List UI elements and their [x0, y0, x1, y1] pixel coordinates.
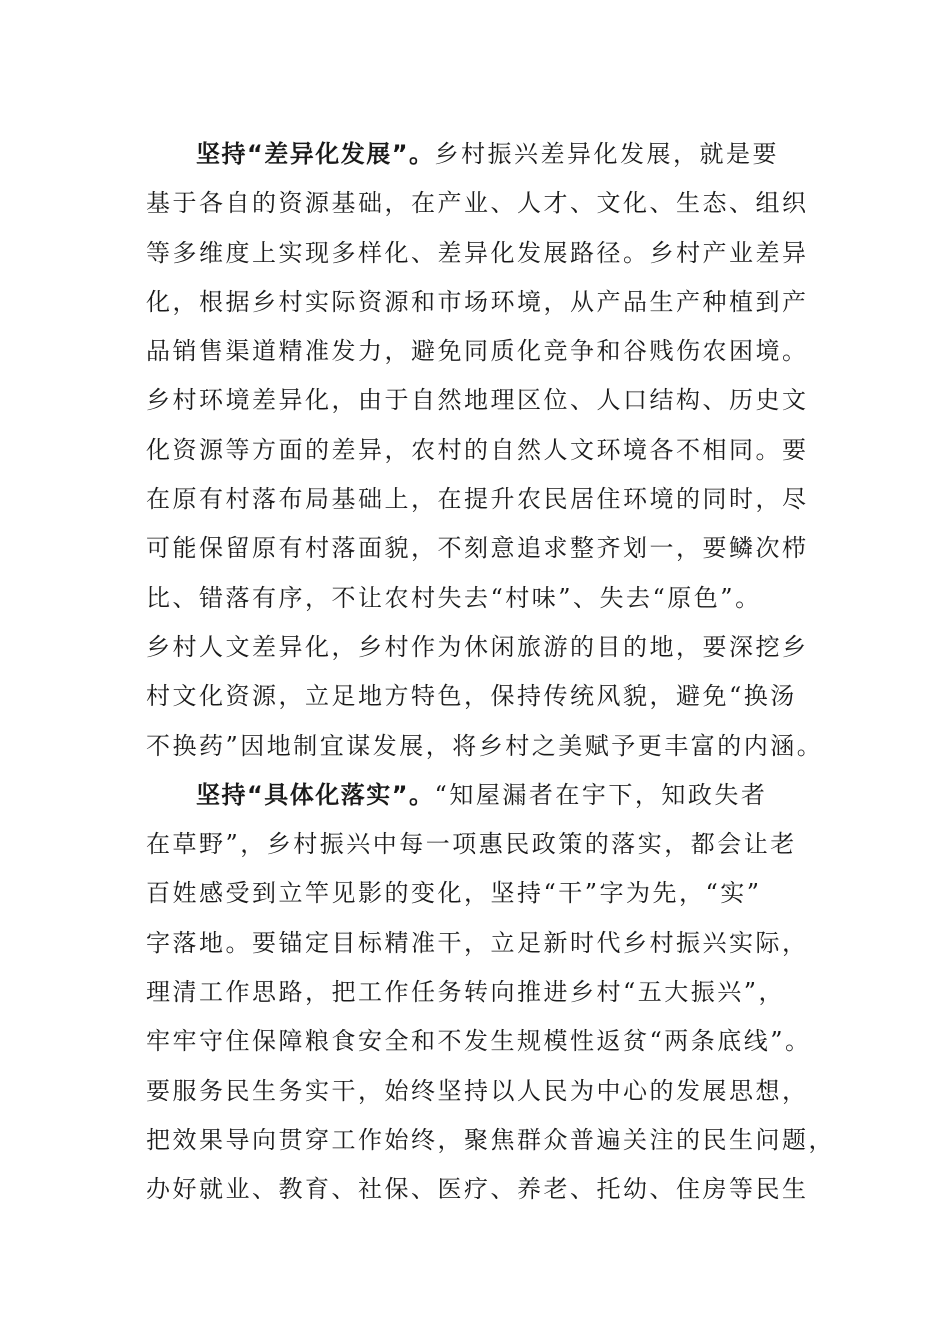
- paragraph-line: 基于各自的资源基础，在产业、人才、文化、生态、组织: [146, 189, 809, 218]
- paragraph-line: 要服务民生务实干，始终坚持以人民为中心的发展思想，: [146, 1076, 809, 1105]
- paragraph-line: 村文化资源，立足地方特色，保持传统风貌，避免“换汤: [146, 682, 797, 711]
- paragraph-lead-heading: 坚持“具体化落实”。: [196, 780, 435, 809]
- paragraph-line: 不换药”因地制宜谋发展，将乡村之美赋予更丰富的内涵。: [146, 731, 824, 760]
- paragraph-text: 乡村振兴差异化发展，就是要: [434, 140, 780, 168]
- paragraph-differentiated-development: [146, 130, 824, 771]
- paragraph-lead-heading: 坚持“差异化发展”。: [196, 140, 435, 168]
- paragraph-line: 字落地。要锚定目标精准干，立足新时代乡村振兴实际，: [146, 928, 809, 957]
- paragraph-line: 乡村人文差异化，乡村作为休闲旅游的目的地，要深挖乡: [146, 632, 809, 661]
- paragraph-line: 牢牢守住保障粮食安全和不发生规模性返贫“两条底线”。: [146, 1027, 812, 1056]
- paragraph-line: 化，根据乡村实际资源和市场环境，从产品生产种植到产: [146, 287, 809, 316]
- paragraph-line: 办好就业、教育、社保、医疗、养老、托幼、住房等民生: [146, 1175, 809, 1204]
- paragraph-line: 比、错落有序，不让农村失去“村味”、失去“原色”。: [146, 583, 762, 612]
- paragraph-first-line: [146, 771, 802, 820]
- paragraph-first-line: [146, 130, 802, 179]
- paragraph-line: 化资源等方面的差异，农村的自然人文环境各不相同。要: [146, 435, 809, 464]
- document-body: [146, 130, 835, 1215]
- paragraph-line: 在草野”，乡村振兴中每一项惠民政策的落实，都会让老: [146, 830, 797, 859]
- paragraph-line: 百姓感受到立竿见影的变化，坚持“干”字为先，“实”: [146, 879, 762, 908]
- paragraph-line: 理清工作思路，把工作任务转向推进乡村“五大振兴”，: [146, 978, 786, 1007]
- paragraph-line: 等多维度上实现多样化、差异化发展路径。乡村产业差异: [146, 238, 809, 267]
- paragraph-line: 把效果导向贯穿工作始终，聚焦群众普遍关注的民生问题，: [146, 1125, 835, 1154]
- paragraph-line: 品销售渠道精准发力，避免同质化竞争和谷贱伤农困境。: [146, 337, 809, 366]
- paragraph-line: 乡村环境差异化，由于自然地理区位、人口结构、历史文: [146, 386, 809, 415]
- paragraph-line: 可能保留原有村落面貌，不刻意追求整齐划一，要鳞次栉: [146, 534, 809, 563]
- paragraph-concrete-implementation: [146, 771, 835, 1215]
- paragraph-text: “知屋漏者在宇下，知政失者: [434, 780, 768, 809]
- paragraph-line: 在原有村落布局基础上，在提升农民居住环境的同时，尽: [146, 485, 809, 514]
